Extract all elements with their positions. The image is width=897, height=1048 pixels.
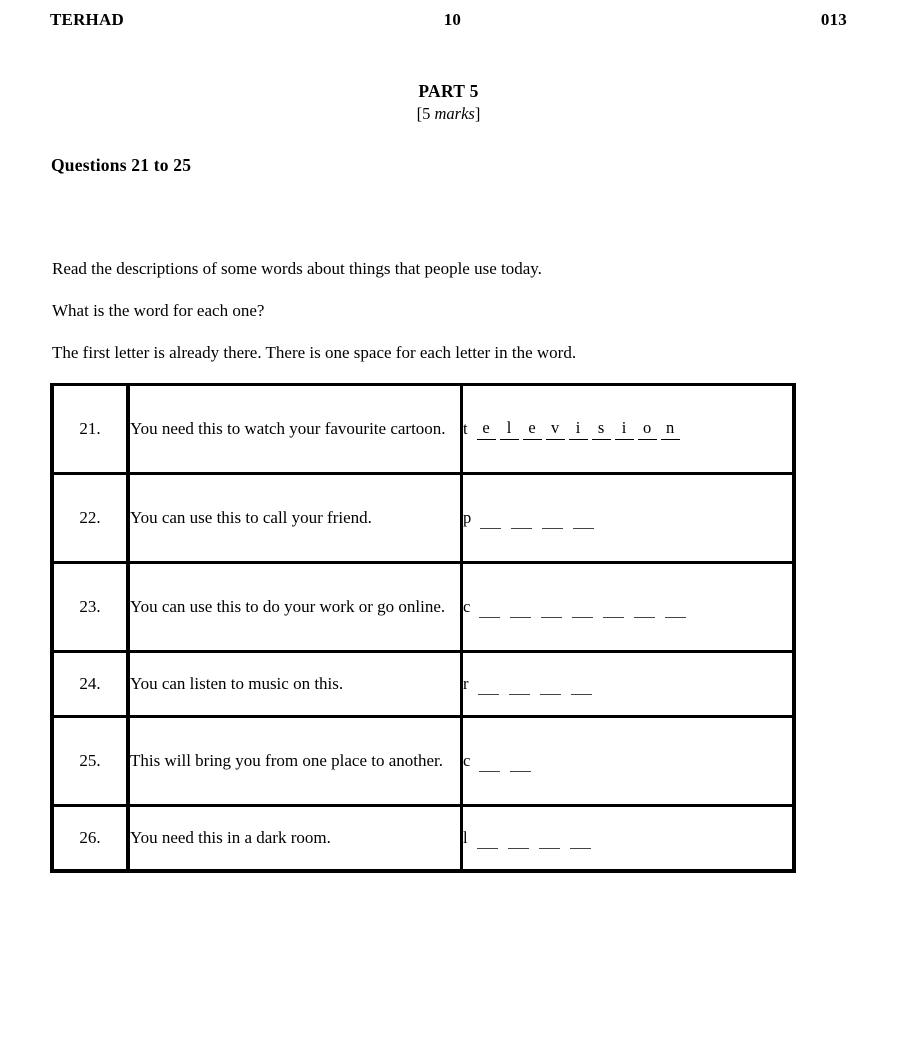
question-description-cell	[128, 474, 462, 563]
answer-blank-space[interactable]	[572, 600, 593, 618]
answer-first-letter: c	[463, 597, 471, 616]
part-title: PART 5	[418, 81, 479, 101]
answer-filled-letter: i	[569, 418, 588, 440]
question-number-cell: 22.	[52, 474, 128, 563]
header-confidential-label: TERHAD	[50, 10, 124, 29]
answer-blank-space[interactable]	[479, 754, 500, 772]
answer-blank-space[interactable]	[540, 677, 561, 695]
questions-table-wrapper	[50, 383, 789, 873]
header-paper-code: 013	[820, 10, 847, 29]
question-description-cell	[128, 563, 462, 652]
question-description-text: You need this to watch your favourite cartoon.	[130, 419, 446, 438]
answer-blank-space[interactable]	[665, 600, 686, 618]
page-running-head	[50, 10, 847, 34]
marks-bracket-close: ]	[474, 104, 481, 123]
part-heading-block	[0, 80, 897, 126]
question-description-cell	[128, 652, 462, 717]
answer-blank-space[interactable]	[539, 831, 560, 849]
table-row	[52, 474, 794, 563]
answer-blank-space[interactable]	[573, 511, 594, 529]
answer-letter-row[interactable]	[463, 507, 792, 529]
question-description-text: You need this in a dark room.	[130, 827, 331, 847]
marks-bracket-open: [5	[416, 104, 435, 123]
answer-filled-letter: v	[546, 418, 565, 440]
answer-blank-space[interactable]	[634, 600, 655, 618]
answer-blank-space[interactable]	[477, 831, 498, 849]
marks-word: marks	[434, 104, 475, 123]
answer-blank-space[interactable]	[509, 677, 530, 695]
question-description-text: You can use this to do your work or go online.	[130, 597, 446, 616]
answer-blank-space[interactable]	[510, 600, 531, 618]
question-description-text: You can listen to music on this.	[130, 674, 344, 693]
answer-blank-space[interactable]	[571, 677, 592, 695]
table-row	[52, 717, 794, 806]
instruction-line-2: What is the word for each one?	[52, 301, 265, 320]
answer-letter-row[interactable]	[463, 596, 792, 618]
answer-first-letter: c	[463, 751, 471, 770]
question-number-cell: 26.	[52, 806, 128, 871]
answer-cell[interactable]	[462, 717, 795, 806]
answer-blank-space[interactable]	[570, 831, 591, 849]
answer-cell[interactable]	[462, 474, 795, 563]
question-description-text: You can use this to call your friend.	[130, 508, 372, 527]
answer-filled-letter: s	[592, 418, 611, 440]
answer-filled-letter: n	[661, 418, 680, 440]
answer-letter-row[interactable]	[463, 418, 792, 440]
answer-blank-space[interactable]	[542, 511, 563, 529]
part-marks	[0, 102, 897, 126]
answer-first-letter: t	[463, 419, 468, 438]
header-page-number: 10	[443, 10, 462, 29]
answer-blank-space[interactable]	[480, 511, 501, 529]
answer-filled-letter: l	[500, 418, 519, 440]
answer-blank-space[interactable]	[603, 600, 624, 618]
answer-first-letter: r	[463, 674, 469, 693]
question-description-text: This will bring you from one place to another.	[130, 751, 444, 770]
answer-cell[interactable]	[462, 806, 795, 871]
questions-range-heading: Questions 21 to 25	[51, 155, 192, 175]
answer-filled-letter: e	[477, 418, 496, 440]
instruction-line-1: Read the descriptions of some words about things that people use today.	[52, 259, 542, 278]
table-row	[52, 563, 794, 652]
question-description-cell	[128, 385, 462, 474]
answer-blank-space[interactable]	[508, 831, 529, 849]
answer-filled-letter: o	[638, 418, 657, 440]
table-row	[52, 385, 794, 474]
instructions-block	[52, 258, 842, 384]
answer-blank-space[interactable]	[479, 600, 500, 618]
answer-blank-space[interactable]	[511, 511, 532, 529]
table-row	[52, 652, 794, 717]
question-number-cell: 25.	[52, 717, 128, 806]
answer-blank-space[interactable]	[541, 600, 562, 618]
answer-first-letter: l	[463, 827, 468, 847]
answer-cell[interactable]	[462, 652, 795, 717]
answer-cell[interactable]	[462, 385, 795, 474]
questions-table	[50, 383, 796, 873]
table-row	[52, 806, 794, 871]
instruction-line-3: The first letter is already there. There is one space for each letter in the word.	[52, 343, 577, 362]
question-description-cell	[128, 717, 462, 806]
question-number-cell: 23.	[52, 563, 128, 652]
answer-blank-space[interactable]	[510, 754, 531, 772]
question-number-cell: 24.	[52, 652, 128, 717]
answer-filled-letter: e	[523, 418, 542, 440]
question-number-cell: 21.	[52, 385, 128, 474]
answer-first-letter: p	[463, 508, 472, 527]
answer-letter-row[interactable]	[463, 750, 792, 772]
answer-letter-row[interactable]	[463, 827, 792, 849]
answer-filled-letter: i	[615, 418, 634, 440]
answer-letter-row[interactable]	[463, 673, 792, 695]
answer-cell[interactable]	[462, 563, 795, 652]
question-description-cell	[128, 806, 462, 871]
answer-blank-space[interactable]	[478, 677, 499, 695]
